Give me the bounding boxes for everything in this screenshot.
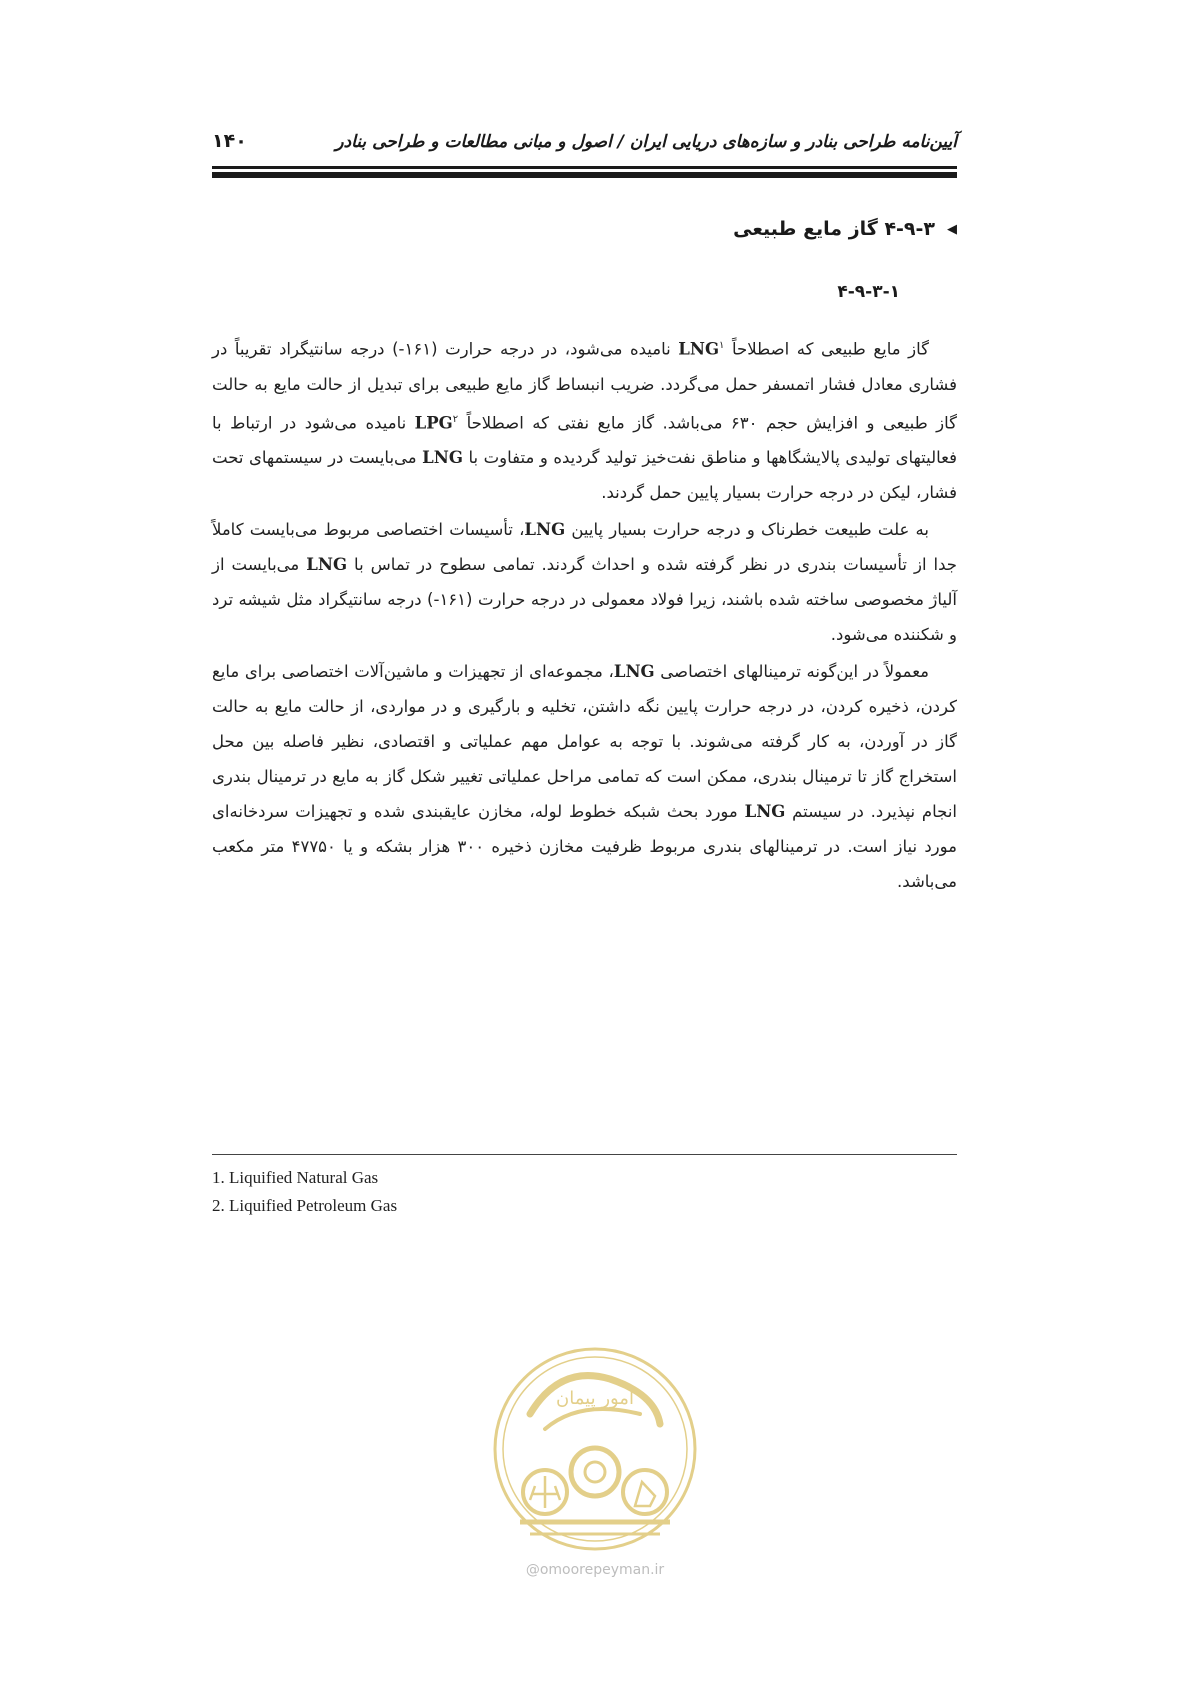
- header-title: آیین‌نامه طراحی بنادر و سازه‌های دریایی ایران / اصول و مبانی مطالعات و طراحی بنادر: [335, 132, 957, 152]
- term-lng: LNG: [613, 662, 655, 681]
- watermark-seal-logo: [490, 1344, 700, 1554]
- text-run: ، تأسیسات اختصاصی مربوط می‌بایست کاملاً جدا از تأسیسات بندری در نظر گرفته شده و احداث گردند. تمامی سطوح در تماس با: [212, 520, 957, 574]
- body-text: [212, 328, 957, 901]
- watermark-logo-text: امور پیمان: [556, 1388, 634, 1409]
- text-run: نامیده می‌شود در ارتباط با فعالیتهای تولیدی پالایشگاهها و مناطق نفت‌خیز تولید گردیده و متفاوت با: [212, 413, 958, 467]
- paragraph-2: [212, 512, 957, 652]
- term-lng: LNG: [422, 448, 463, 467]
- footnote-ref-1: ۱: [719, 340, 725, 351]
- watermark-url: @omoorepeyman.ir: [525, 1562, 665, 1578]
- term-lng: LNG: [524, 520, 566, 539]
- term-lpg: LPG: [414, 413, 453, 432]
- footnote-rule: [212, 1154, 957, 1155]
- text-run: می‌بایست در سیستمهای تحت فشار، لیکن در درجه حرارت بسیار پایین حمل گردند.: [212, 448, 957, 502]
- term-lng: LNG: [744, 802, 786, 821]
- text-run: گاز مایع طبیعی که اصطلاحاً: [724, 339, 929, 359]
- text-run: معمولاً در این‌گونه ترمینالهای اختصاصی: [654, 662, 929, 681]
- text-run: نامیده می‌شود، در درجه حرارت (۱۶۱-) درجه سانتیگراد تقریباً در فشاری معادل فشار اتمسفر حمل می‌گردد. ضریب انبساط گاز مایع طبیعی برای تبدیل از حالت مایع به حالت گاز طبیعی و افزایش حجم ۶۳۰ می‌باشد. گاز مایع نفتی که اصطلاحاً: [212, 339, 957, 432]
- section-heading-text: ۴-۹-۳ گاز مایع طبیعی: [733, 218, 935, 240]
- paragraph-1: [212, 328, 957, 510]
- paragraph-3: [212, 654, 957, 899]
- text-run: می‌بایست از آلیاژ مخصوصی ساخته شده باشند، زیرا فولاد معمولی در درجه حرارت (۱۶۱-) درجه سانتیگراد مثل شیشه ترد و شکننده می‌شود.: [212, 555, 957, 644]
- page-number: ۱۴۰: [212, 130, 247, 152]
- text-run: مورد بحث شبکه خطوط لوله، مخازن عایقبندی شده و تجهیزات سردخانه‌ای مورد نیاز است. در ترمینالهای بندری مربوط ظرفیت مخازن ذخیره ۳۰۰ هزار بشکه و یا ۴۷۷۵۰ متر مکعب می‌باشد.: [212, 802, 957, 891]
- section-heading: [733, 218, 957, 240]
- footnote-2: 2. Liquified Petroleum Gas: [212, 1196, 398, 1215]
- triangle-bullet-icon: ◀: [947, 222, 957, 237]
- footnote-ref-2: ۲: [452, 413, 459, 425]
- term-lng: LNG: [678, 339, 720, 359]
- header-rule-thin: [212, 166, 957, 169]
- footnote-1: 1. Liquified Natural Gas: [212, 1168, 379, 1187]
- text-run: به علت طبیعت خطرناک و درجه حرارت بسیار پایین: [565, 520, 929, 539]
- running-header: [212, 128, 957, 162]
- footnotes: [212, 1164, 397, 1220]
- header-rule-thick: [212, 172, 957, 178]
- subsection-number: ۴-۹-۳-۱: [837, 282, 900, 302]
- text-run: ، مجموعه‌ای از تجهیزات و ماشین‌آلات اختصاصی برای مایع کردن، ذخیره کردن، در درجه حرارت پایین نگه داشتن، تخلیه و بارگیری و در مواردی، از حالت مایع به حالت گاز در آوردن، به کار گرفته می‌شوند. با توجه به عوامل مهم عملیاتی و اقتصادی، نظیر فاصله بین محل استخراج گاز تا ترمینال بندری، ممکن است که تمامی مراحل عملیاتی تغییر شکل گاز به مایع در ترمینال بندری انجام نپذیرد. در سیستم: [212, 662, 957, 821]
- term-lng: LNG: [306, 555, 348, 574]
